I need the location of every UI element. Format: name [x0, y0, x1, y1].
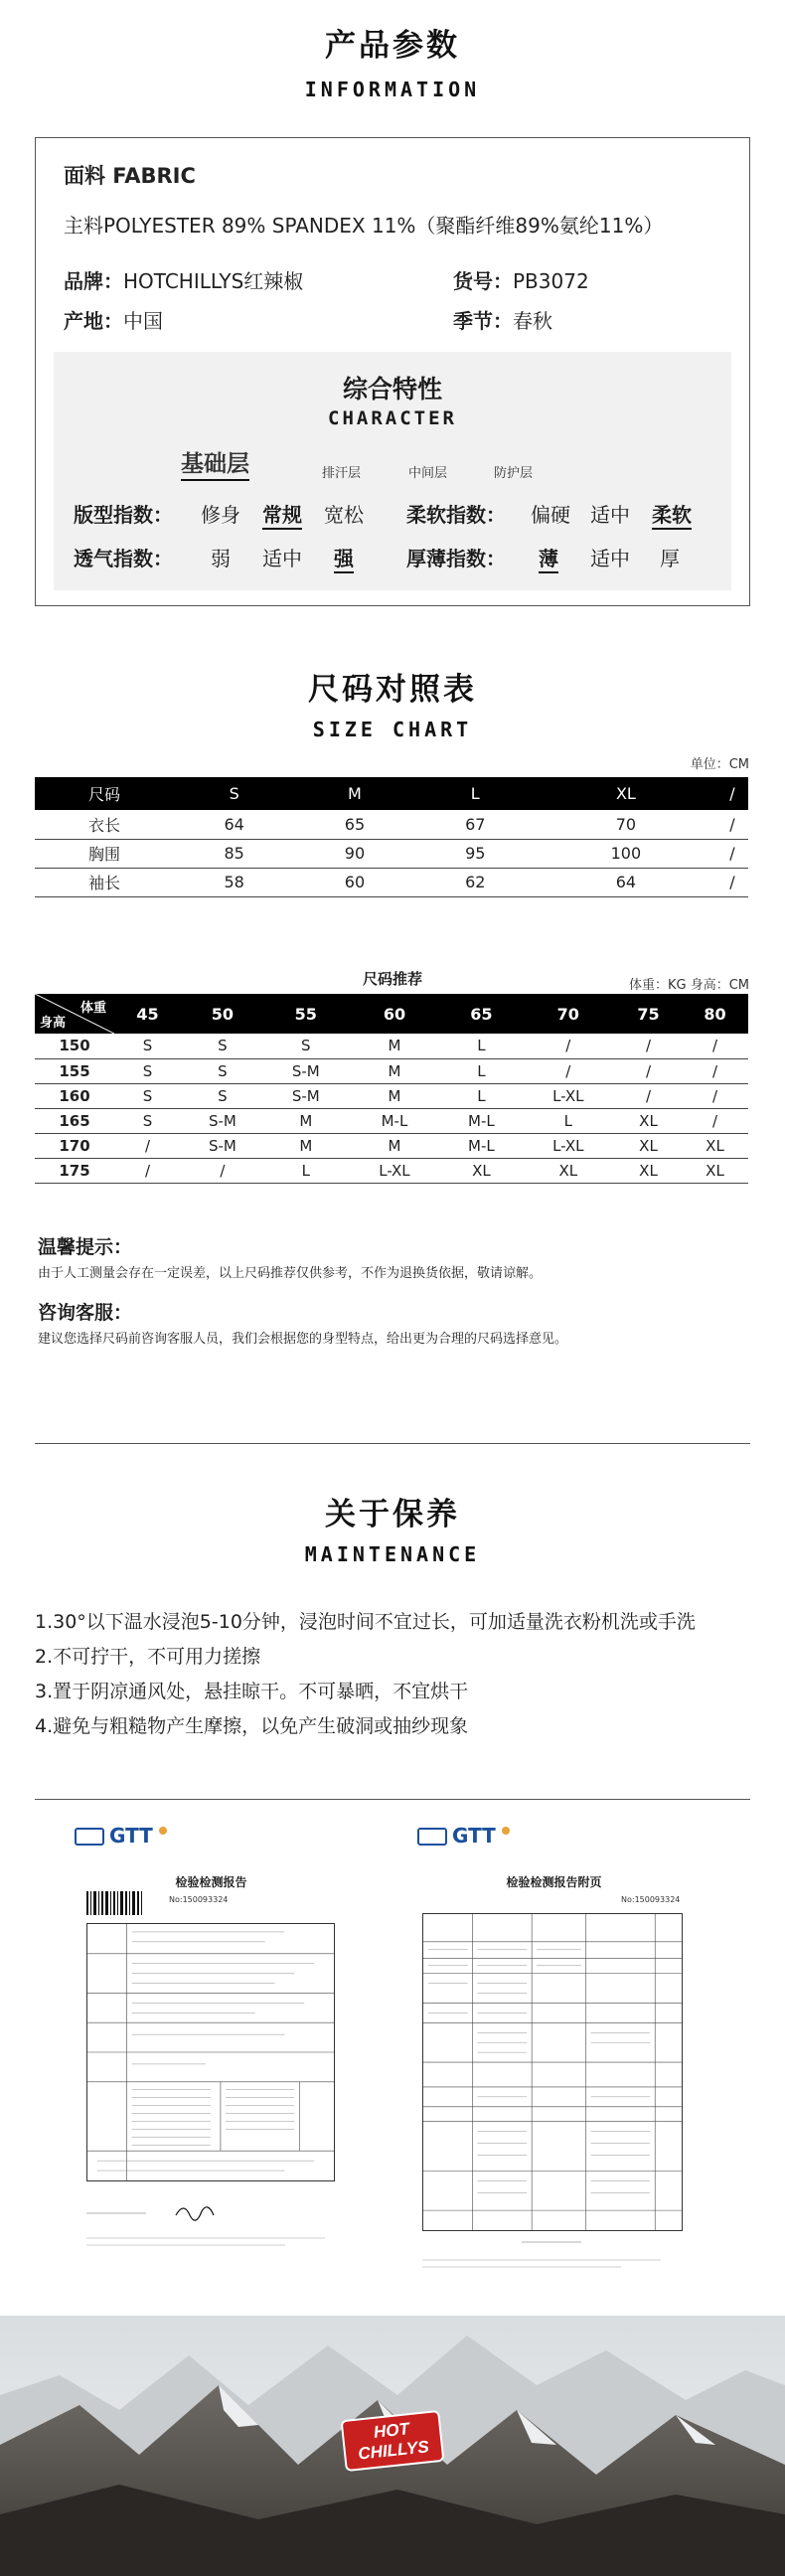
care-item: 2.不可拧干，不可用力搓擦	[35, 1646, 261, 1668]
season-row	[453, 305, 552, 334]
weight-header: 70	[522, 994, 615, 1034]
size-table-header	[35, 777, 748, 810]
size-rec-cell: L-XL	[522, 1133, 615, 1158]
table-row	[35, 810, 748, 839]
table-row	[35, 1133, 748, 1158]
gtt-dot-icon	[502, 1827, 510, 1835]
divider	[35, 1799, 750, 1800]
size-rec-cell: XL	[682, 1158, 748, 1183]
recommend-header	[35, 994, 748, 1034]
size-rec-cell: L	[264, 1158, 348, 1183]
size-rec-cell: M	[348, 1133, 441, 1158]
size-rec-cell: M	[264, 1133, 348, 1158]
season-value: 春秋	[513, 309, 552, 333]
height-cell: 165	[35, 1108, 114, 1133]
breath-opt-strong: 强	[334, 543, 354, 573]
weight-header: 65	[441, 994, 521, 1034]
size-cell: 胸围	[35, 839, 174, 868]
size-unit: 单位：CM	[690, 757, 749, 772]
thick-opt-thick: 厚	[660, 547, 680, 570]
thick-label: 厚薄指数：	[406, 547, 506, 570]
size-cell: 袖长	[35, 868, 174, 896]
size-rec-cell: S	[114, 1108, 181, 1133]
size-rec-cell: S	[114, 1034, 181, 1058]
divider	[35, 1443, 750, 1444]
fit-opt-loose: 宽松	[324, 503, 364, 527]
origin-row	[64, 305, 163, 334]
size-rec-cell: M-L	[441, 1133, 521, 1158]
breath-label: 透气指数：	[74, 547, 173, 570]
weight-header: 45	[114, 994, 181, 1034]
params-subtitle: INFORMATION	[304, 78, 481, 101]
signature-area	[86, 2193, 335, 2253]
size-rec-cell: L	[522, 1108, 615, 1133]
size-rec-cell: S-M	[181, 1133, 264, 1158]
size-cell: /	[716, 868, 748, 896]
size-rec-cell: /	[682, 1058, 748, 1083]
size-rec-cell: /	[114, 1133, 181, 1158]
maintenance-title: 关于保养	[325, 1497, 460, 1532]
layer-legend	[54, 451, 731, 481]
size-rec-cell: /	[522, 1058, 615, 1083]
fit-opt-slim: 修身	[201, 503, 240, 527]
table-row	[35, 1158, 748, 1183]
size-rec-cell: M-L	[441, 1108, 521, 1133]
size-header-cell: /	[716, 777, 748, 810]
corner-weight: 体重	[79, 1001, 106, 1016]
mountain-banner	[0, 2316, 785, 2576]
params-title: 产品参数	[325, 28, 460, 64]
size-rec-cell: S	[181, 1034, 264, 1058]
size-header-cell: XL	[536, 777, 716, 810]
height-cell: 170	[35, 1133, 114, 1158]
thick-opt-medium: 适中	[590, 547, 630, 570]
table-row	[35, 1058, 748, 1083]
origin-key: 产地：	[64, 309, 123, 333]
size-rec-cell: S-M	[181, 1108, 264, 1133]
height-cell: 175	[35, 1158, 114, 1183]
care-item: 3.置于阴凉通风处，悬挂晾干。不可暴晒，不宜烘干	[35, 1681, 469, 1702]
gtt-mark-icon	[75, 1828, 104, 1846]
weight-header: 60	[348, 994, 441, 1034]
layer-base: 基础层	[181, 445, 249, 481]
report-table-graphic	[422, 1913, 683, 2231]
size-rec-cell: L	[441, 1034, 521, 1058]
size-rec-cell: L-XL	[348, 1158, 441, 1183]
size-rec-cell: M	[348, 1058, 441, 1083]
care-item: 1.30°以下温水浸泡5-10分钟，浸泡时间不宜过长，可加适量洗衣粉机洗或手洗	[35, 1611, 696, 1633]
barcode-icon	[86, 1891, 146, 1915]
brand-logo-text: HOT CHILLYS	[341, 2410, 445, 2472]
character-subtitle: CHARACTER	[328, 407, 457, 429]
size-header-cell: S	[174, 777, 294, 810]
tip-heading: 温馨提示：	[38, 1236, 133, 1258]
soft-opt-medium: 适中	[590, 503, 630, 527]
size-rec-cell: L-XL	[522, 1083, 615, 1108]
character-box	[54, 352, 731, 590]
size-rec-cell: /	[181, 1158, 264, 1183]
item-row	[453, 265, 589, 294]
recommend-table	[35, 994, 748, 1184]
size-rec-cell: L	[441, 1083, 521, 1108]
fit-label: 版型指数：	[74, 503, 173, 527]
hotchillys-logo	[343, 2415, 442, 2465]
size-rec-cell: /	[682, 1034, 748, 1058]
size-table	[35, 777, 748, 897]
layer-sweat: 排汗层	[322, 466, 362, 481]
size-rec-cell: /	[615, 1083, 682, 1108]
soft-opt-hard: 偏硬	[531, 503, 570, 527]
index-row-1	[54, 499, 731, 529]
thick-opt-thin: 薄	[539, 543, 558, 573]
report-footer	[422, 2236, 683, 2276]
size-cell: 67	[415, 810, 536, 839]
origin-value: 中国	[123, 309, 163, 333]
size-cell: 65	[294, 810, 414, 839]
recommend-unit: 体重：KG 身高：CM	[628, 978, 749, 993]
size-rec-cell: XL	[682, 1133, 748, 1158]
size-cell: 95	[415, 839, 536, 868]
report-title: 检验检测报告附页	[506, 1875, 602, 1889]
soft-label: 柔软指数：	[406, 503, 506, 527]
service-heading: 咨询客服：	[38, 1302, 133, 1324]
weight-header: 50	[181, 994, 264, 1034]
size-cell: 衣长	[35, 810, 174, 839]
size-rec-cell: S	[181, 1058, 264, 1083]
size-rec-cell: M	[264, 1108, 348, 1133]
item-value: PB3072	[513, 269, 589, 293]
layer-middle: 中间层	[408, 466, 448, 481]
test-report-appendix	[417, 1824, 691, 2286]
size-rec-cell: /	[615, 1034, 682, 1058]
breath-opt-weak: 弱	[211, 547, 231, 570]
size-rec-cell: S	[264, 1034, 348, 1058]
size-rec-cell: XL	[615, 1108, 682, 1133]
brand-row	[64, 265, 303, 294]
size-header-cell: M	[294, 777, 414, 810]
size-cell: 58	[174, 868, 294, 896]
size-title: 尺码对照表	[308, 672, 477, 708]
size-subtitle: SIZE CHART	[312, 718, 473, 741]
size-rec-cell: XL	[615, 1158, 682, 1183]
weight-header: 55	[264, 994, 348, 1034]
weight-header: 80	[682, 994, 748, 1034]
season-key: 季节：	[453, 309, 513, 333]
care-item: 4.避免与粗糙物产生摩擦，以免产生破洞或抽纱现象	[35, 1715, 469, 1737]
table-row	[35, 1108, 748, 1133]
tip-text: 由于人工测量会存在一定误差，以上尺码推荐仅供参考，不作为退换货依据，敬请谅解。	[38, 1266, 543, 1281]
size-cell: /	[716, 810, 748, 839]
size-rec-cell: /	[682, 1108, 748, 1133]
size-rec-cell: S	[181, 1083, 264, 1108]
table-row	[35, 839, 748, 868]
size-rec-cell: /	[522, 1034, 615, 1058]
breath-opt-medium: 适中	[262, 547, 302, 570]
size-rec-cell: S	[114, 1058, 181, 1083]
size-rec-cell: S-M	[264, 1083, 348, 1108]
table-row	[35, 1034, 748, 1058]
size-cell: 64	[536, 868, 716, 896]
size-cell: 70	[536, 810, 716, 839]
service-text: 建议您选择尺码前咨询客服人员，我们会根据您的身型特点，给出更为合理的尺码选择意见。	[38, 1332, 568, 1347]
size-rec-cell: M	[348, 1083, 441, 1108]
size-rec-cell: XL	[522, 1158, 615, 1183]
size-rec-cell: /	[114, 1158, 181, 1183]
report-number: No:150093324	[621, 1895, 681, 1904]
report-number: No:150093324	[169, 1895, 229, 1904]
report-lines	[423, 1914, 682, 2230]
gtt-mark-icon	[417, 1828, 447, 1846]
size-cell: 85	[174, 839, 294, 868]
maintenance-subtitle: MAINTENANCE	[304, 1542, 481, 1566]
size-cell: 60	[294, 868, 414, 896]
gtt-logo-text: GTT	[452, 1824, 496, 1848]
size-rec-cell: XL	[615, 1133, 682, 1158]
size-cell: 62	[415, 868, 536, 896]
size-header-cell: 尺码	[35, 777, 174, 810]
size-rec-cell: L	[441, 1058, 521, 1083]
height-cell: 155	[35, 1058, 114, 1083]
size-cell: 100	[536, 839, 716, 868]
index-row-2	[54, 543, 731, 572]
size-rec-cell: /	[682, 1083, 748, 1108]
brand-value: HOTCHILLYS红辣椒	[123, 269, 304, 293]
height-cell: 160	[35, 1083, 114, 1108]
gtt-logo-text: GTT	[109, 1824, 153, 1848]
size-rec-cell: S-M	[264, 1058, 348, 1083]
layer-protect: 防护层	[494, 466, 534, 481]
fit-opt-regular: 常规	[262, 499, 302, 530]
report-lines	[87, 1924, 334, 2180]
recommend-body	[35, 1034, 748, 1183]
table-row	[35, 1083, 748, 1108]
height-cell: 150	[35, 1034, 114, 1058]
size-cell: 64	[174, 810, 294, 839]
weight-header: 75	[615, 994, 682, 1034]
size-header-cell: L	[415, 777, 536, 810]
gtt-dot-icon	[159, 1827, 167, 1835]
recommend-title: 尺码推荐	[362, 970, 422, 988]
size-rec-cell: M	[348, 1034, 441, 1058]
fabric-heading: 面料 FABRIC	[64, 164, 196, 188]
soft-opt-soft: 柔软	[652, 499, 692, 530]
size-rec-cell: M-L	[348, 1108, 441, 1133]
corner-height: 身高	[40, 1016, 67, 1031]
brand-key: 品牌：	[64, 269, 123, 293]
item-key: 货号：	[453, 269, 513, 293]
size-cell: /	[716, 839, 748, 868]
fabric-main: 主料POLYESTER 89% SPANDEX 11%（聚酯纤维89%氨纶11%）	[64, 214, 664, 238]
info-box	[35, 137, 750, 606]
size-cell: 90	[294, 839, 414, 868]
size-rec-cell: S	[114, 1083, 181, 1108]
report-title: 检验检测报告	[175, 1875, 247, 1889]
corner-cell	[35, 994, 114, 1034]
report-table-graphic	[86, 1923, 335, 2181]
test-report-main	[75, 1824, 348, 2286]
size-rec-cell: /	[615, 1058, 682, 1083]
character-title: 综合特性	[342, 375, 442, 403]
table-row	[35, 868, 748, 896]
size-rec-cell: XL	[441, 1158, 521, 1183]
